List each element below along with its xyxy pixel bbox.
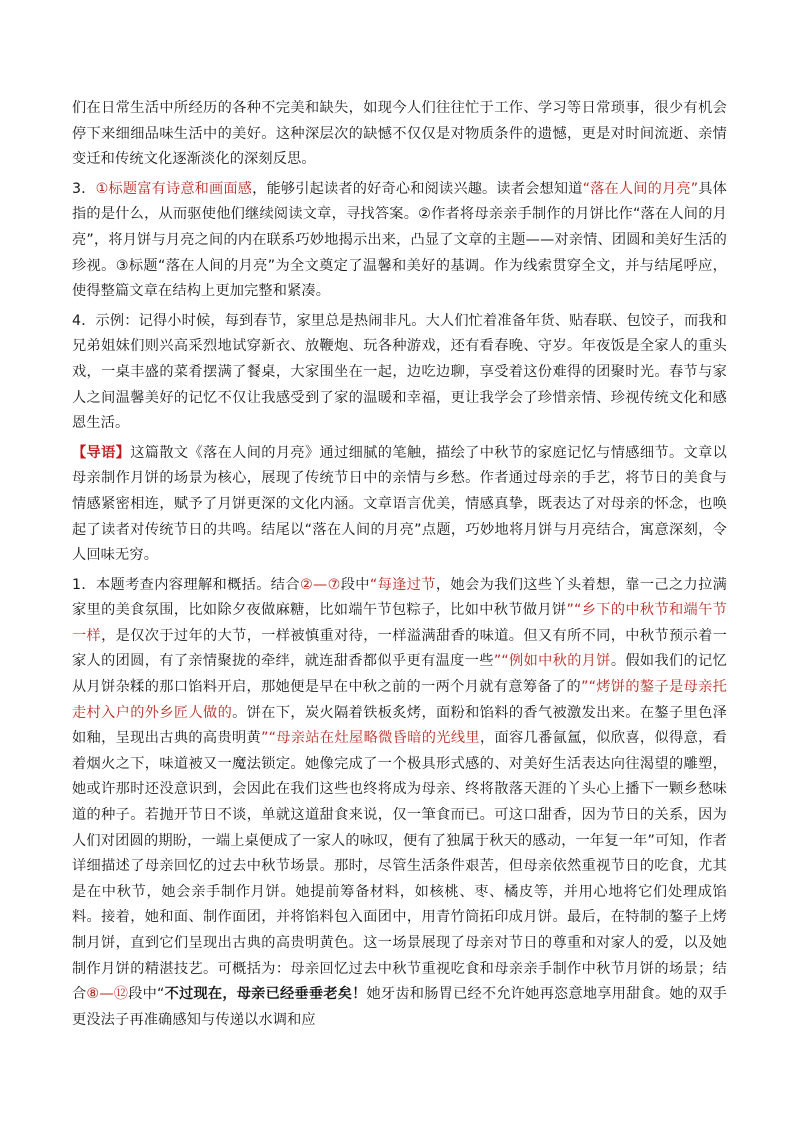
highlighted-text: ”“母亲站在灶屋略微昏暗的光线里 (261, 730, 480, 747)
body-text: 4．示例：记得小时候，每到春节，家里总是热闹非凡。大人们忙着准备年货、贴春联、包饺子，而我和兄弟姐妹们则兴高采烈地试穿新衣、放鞭炮、玩各种游戏，还有看春晚、守岁。年夜饭是全家人的重头戏，一桌丰盛的菜肴摆满了餐桌，大家围坐在一起，边吃边聊，享受着这份难得的团聚时光。春节与家人之间温馨美好的记忆不仅让我感受到了家的温暖和幸福，更让我学会了珍惜亲情、珍视传统文化和感恩生活。 (72, 312, 727, 432)
body-text: 段中 (340, 576, 370, 593)
paragraph-1 (72, 96, 727, 173)
highlighted-text: ”“乡下的中秋节和端午节一样 (72, 602, 727, 644)
body-text: 她牙齿和肠胃已经不允许她再恣意地享用甜食。她的双手更没法子再准确感知与传递以水调和应 (72, 986, 727, 1028)
highlighted-text: “落在人间的月亮” (582, 180, 699, 197)
highlighted-text: ”“烤饼的鏊子是母亲托走村入户的外乡匠人做的 (72, 679, 727, 721)
paragraph-2 (72, 177, 727, 305)
body-text: 不过现在，母亲已经垂垂老矣！ (164, 986, 367, 1003)
body-text: 。假如我们的记忆从月饼杂糅的那口馅料开启，那她便是早在中秋之前的一两个月就有意筹备了的 (72, 653, 727, 696)
body-text: 这篇散文《落在人间的月亮》通过细腻的笔触，描绘了中秋节的家庭记忆与情感细节。文章以母亲制作月饼的场景为核心，展现了传统节日中的亲情与乡愁。作者通过母亲的手艺，将节日的美食与情感紧密相连，赋予了月饼更深的文化内涵。文章语言优美，情感真挚，既表达了对母亲的怀念，也唤起了读者对传统节日的共鸣。结尾以“落在人间的月亮”点题，巧妙地将月饼与月亮结合，寓意深刻，令人回味无穷。 (72, 444, 727, 564)
section-tag: 【导语】 (72, 444, 131, 461)
paragraph-5 (72, 573, 727, 1034)
document-body (72, 96, 727, 1033)
body-text: 。饼在下，炭火隔着铁板炙烤，面粉和馅料的香气被激发出来。在鏊子里色泽如釉，呈现出古典的高贵明黄 (72, 704, 727, 747)
body-text: ，面容几番氤氲，似欣喜，似得意，看着烟火之下，味道被又一魔法锁定。她像完成了一个极具形式感的、对美好生活表达向往渴望的雕塑，她或许那时还没意识到，会因此在我们这些也终将成为母亲、终将散落天涯的丫头心上播下一颗乡愁味道的种子。若抛开节日不谈，单就这道甜食来说，仅一筆食而已。可这口甜香，因为节日的关系，因为人们对团圆的期盼，一端上桌便成了一家人的咏叹，便有了独属于秋天的感动，一年复一年”可知，作者详细描述了母亲回忆的过去中秋节场景。那时，尽管生活条件艰苦，但母亲依然重视节日的吃食，尤其是在中秋节，她会亲手制作月饼。她提前筹备材料，如核桃、枣、橘皮等，并用心地将它们处理成馅料。接着，她和面、制作面团，并将馅料包入面团中，用青竹筒拓印成月饼。最后，在特制的鏊子上烤制月饼，直到它们呈现出古典的高贵明黄色。这一场景展现了母亲对节日的尊重和对家人的爱，以及她制作月饼的精湛技艺。可概括为：母亲回忆过去中秋节重视吃食和母亲亲手制作中秋节月饼的场景；结合 (72, 730, 727, 1003)
body-text: 3． (72, 180, 96, 197)
body-text: 具体指的是什么，从而驱使他们继续阅读文章，寻找答案。②作者将母亲亲手制作的月饼比作“落在人间的月亮”，将月饼与月亮之间的内在联系巧妙地揭示出来，凸显了文章的主题——对亲情、团圆和美好生活的珍视。③标题“落在人间的月亮”为全文奠定了温馨和美好的基调。作为线索贯穿全文，并与结尾呼应，使得整篇文章在结构上更加完整和紧凑。 (72, 180, 727, 300)
body-text: 段中“ (128, 986, 165, 1003)
highlighted-text: ⑧—⑫ (86, 986, 129, 1003)
body-text: 们在日常生活中所经历的各种不完美和缺失，如现今人们往往忙于工作、学习等日常琐事，很少有机会停下来细细品味生活中的美好。这种深层次的缺憾不仅仅是对物质条件的遗憾，更是对时间流逝、亲情变迁和传统文化逐渐淡化的深刻反思。 (72, 100, 727, 168)
body-text: 1．本题考查内容理解和概括。结合 (72, 576, 300, 593)
body-text: ，她会为我们这些丫头着想，靠一己之力拉满家里的美食氛围，比如除夕夜做麻糖，比如端午节包粽子，比如中秋节做月饼 (72, 576, 728, 619)
highlighted-text: ②—⑦ (299, 576, 341, 593)
paragraph-3 (72, 309, 727, 437)
highlighted-text: ”“例如中秋的月饼 (493, 653, 611, 670)
body-text: ，是仅次于过年的大节，一样被慎重对待，一样溢满甜香的味道。但又有所不同，中秋节预示着一家人的团圆，有了亲情聚拢的牵绊，就连甜香都似乎更有温度一些 (72, 627, 727, 670)
paragraph-4 (72, 441, 727, 569)
highlighted-text: ①标题富有诗意和画面感 (95, 180, 253, 197)
body-text: ，能够引起读者的好奇心和阅读兴趣。读者会想知道 (252, 180, 583, 197)
highlighted-text: “每逢过节 (369, 576, 436, 593)
